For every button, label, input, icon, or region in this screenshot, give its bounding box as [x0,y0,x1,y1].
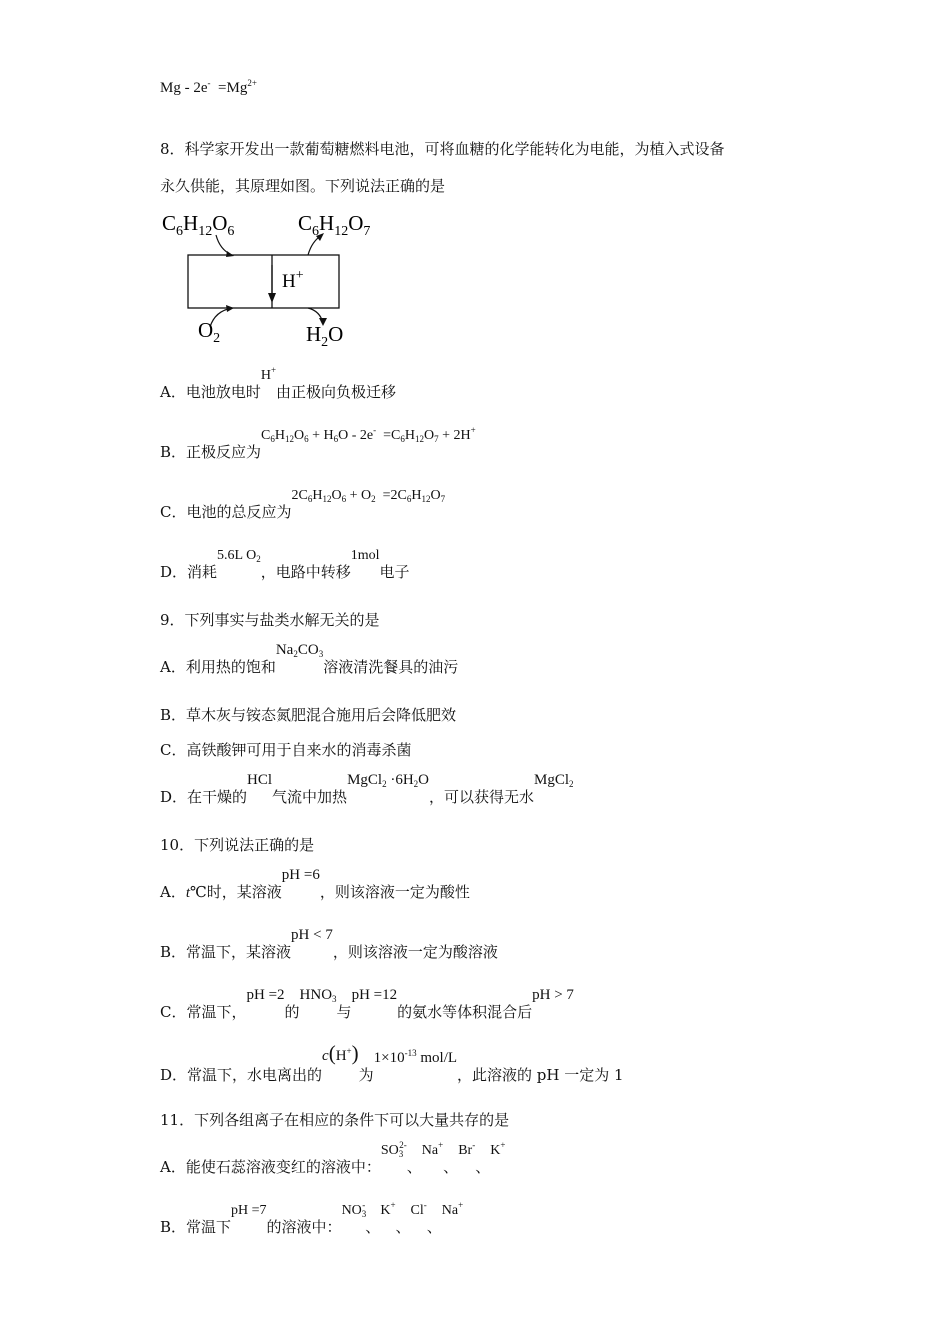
q10-option-d: D．常温下，水电离出的c(H+)为$1\times 10^{-13}$ mol/L，此溶液的 pH 一定为 1 [160,1041,624,1084]
diagram-label-oxygen: $O_2$ [198,318,221,346]
q9-stem: 9．下列事实与盐类水解无关的是 [160,611,380,629]
q8-option-c: C．电池的总反应为$2C_6H_{12}O_6 + O_2 =2C_6H_{12}O_7$ [160,488,446,521]
diagram-label-glucose: $C_6H_{12}O_6$ [162,211,235,239]
q10-stem: 10．下列说法正确的是 [160,836,315,854]
line-mg-equation: $Mg - 2e^- =Mg^{2+}$ [160,78,257,96]
q10-option-b: B．常温下，某溶液pH < 7，则该溶液一定为酸溶液 [160,927,498,961]
q10-option-a: A．t℃时，某溶液pH =6，则该溶液一定为酸性 [160,867,470,901]
q8-option-a: A．电池放电时H+由正极向负极迁移 [160,365,397,401]
diagram-label-hplus: H+ [282,268,304,292]
q9-option-b: B．草木灰与铵态氮肥混合施用后会降低肥效 [160,706,457,724]
q9-option-d: D．在干燥的HCl气流中加热MgCl$_2$ $\cdot 6H_2O$，可以获得无水MgCl$_2$ [160,772,574,806]
q8-option-b: B．正极反应为$C_6H_{12}O_6 + H_6O - 2e^- =C_6H_{12}O_7 + 2H^+$ [160,425,476,461]
q8-option-d: D．消耗5.6L $O_2$，电路中转移1mol电子 [160,548,410,581]
q9-option-c: C．高铁酸钾可用于自来水的消毒杀菌 [160,741,412,759]
q8-stem-line2: 永久供能，其原理如图。下列说法正确的是 [160,177,446,195]
q9-option-a: A．利用热的饱和$Na_2CO_3$溶液清洗餐具的油污 [160,642,459,676]
q8-stem-line1: 8．科学家开发出一款葡萄糖燃料电池，可将血糖的化学能转化为电能，为植入式设备 [160,140,725,158]
diagram-label-gluconic-acid: $C_6H_{12}O_7$ [298,211,371,239]
q11-option-a: A．能使石蕊溶液变红的溶液中：$SO_3^{2-}$、Na+、Br-、K+ [160,1140,506,1176]
q11-stem: 11．下列各组离子在相应的条件下可以大量共存的是 [160,1111,510,1129]
q11-option-b: B．常温下pH =7的溶液中：$NO_3^-$、K+、Cl-、Na+ [160,1200,464,1236]
diagram-label-water: $H_2O$ [306,322,344,350]
q10-option-c: C．常温下，pH =2的$HNO_3$与pH =12的氨水等体积混合后pH > 7 [160,987,574,1021]
battery-diagram [160,205,390,355]
